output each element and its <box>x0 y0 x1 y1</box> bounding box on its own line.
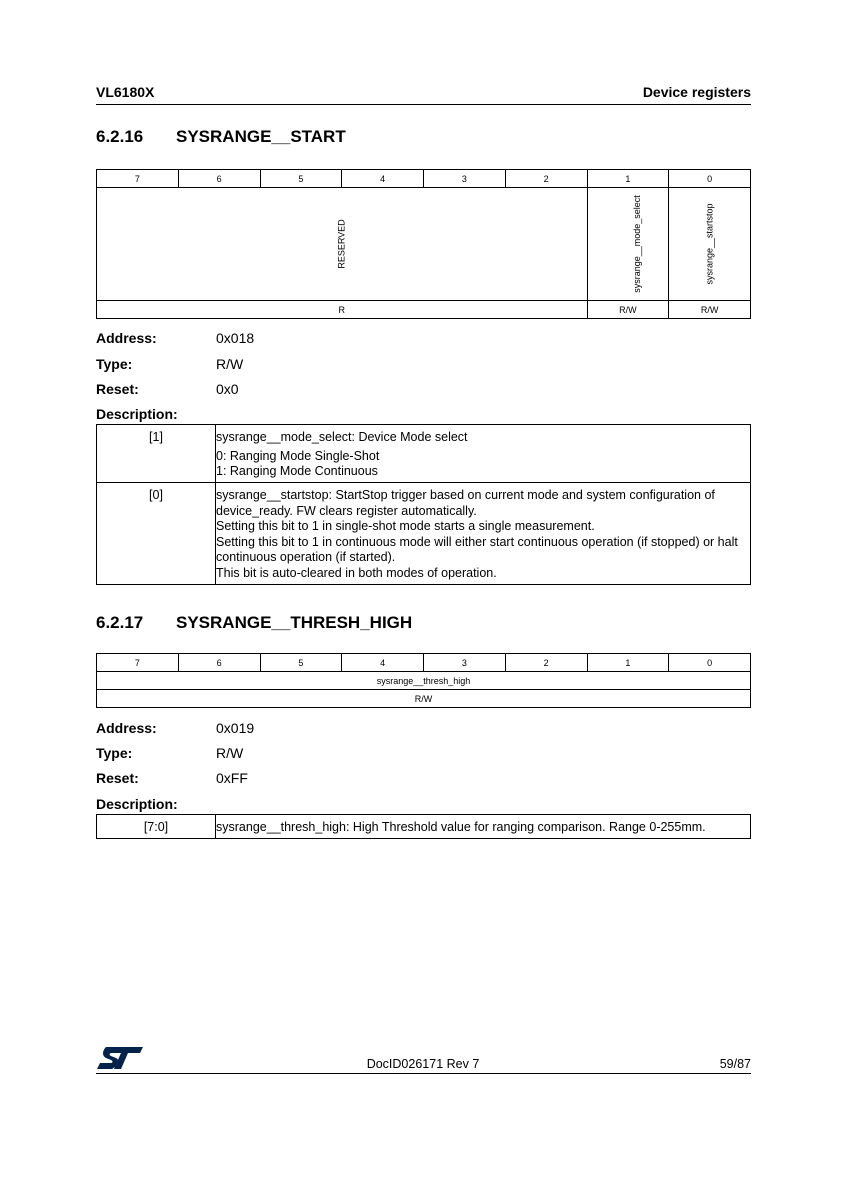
bit-number: 3 <box>424 170 506 188</box>
description-text <box>216 425 751 483</box>
bit-number: 1 <box>587 170 669 188</box>
description-table <box>96 814 751 839</box>
field-name-row <box>97 672 751 690</box>
bit-number: 4 <box>342 654 424 672</box>
description-label: Description: <box>96 796 178 812</box>
bit-number: 7 <box>97 170 179 188</box>
address-value: 0x018 <box>216 330 255 346</box>
description-row <box>97 425 751 483</box>
section-heading: SYSRANGE__START <box>176 127 346 146</box>
footer-doc-id: DocID026171 Rev 7 <box>366 1057 480 1071</box>
description-text: sysrange__thresh_high: High Threshold value for ranging comparison. Range 0-255mm. <box>216 815 751 839</box>
section-name: Device registers <box>642 84 751 100</box>
reset-value: 0xFF <box>216 770 248 786</box>
reserved-access: R <box>97 301 588 319</box>
description-row <box>97 483 751 585</box>
bit-number: 7 <box>97 654 179 672</box>
field-name-row <box>97 188 751 301</box>
register-bit-table <box>96 653 751 708</box>
bit-number-row <box>97 654 751 672</box>
reset-label: Reset: <box>96 770 139 786</box>
access-row <box>97 301 751 319</box>
footer-page-number: 59/87 <box>719 1057 751 1071</box>
description-line: sysrange__mode_select: Device Mode select <box>216 430 468 444</box>
section-title-sysrange-thresh-high <box>96 613 412 633</box>
section-title-sysrange-start <box>96 127 346 147</box>
description-text <box>216 483 751 585</box>
description-bit: [7:0] <box>97 815 216 839</box>
section-number: 6.2.16 <box>96 127 144 146</box>
thresh-high-access: R/W <box>97 690 751 708</box>
address-label: Address: <box>96 330 157 346</box>
bit-number: 2 <box>505 170 587 188</box>
section-number: 6.2.17 <box>96 613 144 632</box>
description-line: 1: Ranging Mode Continuous <box>216 464 378 478</box>
description-table <box>96 424 751 585</box>
bit-number: 6 <box>178 170 260 188</box>
bit-number: 3 <box>424 654 506 672</box>
description-line: continuous operation (if started). <box>216 550 396 564</box>
type-value: R/W <box>216 356 244 372</box>
reserved-label: RESERVED <box>336 219 347 269</box>
product-name: VL6180X <box>96 84 155 100</box>
description-bit: [0] <box>97 483 216 585</box>
reserved-field <box>97 188 588 301</box>
bit-number: 5 <box>260 654 342 672</box>
mode-select-field <box>587 188 669 301</box>
mode-select-access: R/W <box>587 301 669 319</box>
description-line: Setting this bit to 1 in continuous mode will either start continuous operation (if stopped) or halt <box>216 534 738 549</box>
description-line: device_ready. FW clears register automatically. <box>216 503 477 518</box>
bit-number: 1 <box>587 654 669 672</box>
address-label: Address: <box>96 720 157 736</box>
type-label: Type: <box>96 745 133 761</box>
bit-number: 5 <box>260 170 342 188</box>
bit-number: 4 <box>342 170 424 188</box>
type-value: R/W <box>216 745 244 761</box>
startstop-access: R/W <box>669 301 751 319</box>
page-header <box>96 84 751 105</box>
footer-rule <box>96 1073 751 1074</box>
thresh-high-field: sysrange__thresh_high <box>97 672 751 690</box>
startstop-field <box>669 188 751 301</box>
description-line: Setting this bit to 1 in single-shot mode starts a single measurement. <box>216 519 595 533</box>
mode-select-label: sysrange__mode_select <box>631 195 642 293</box>
address-value: 0x019 <box>216 720 255 736</box>
description-line: sysrange__startstop: StartStop trigger based on current mode and system configuration of <box>216 488 715 502</box>
type-label: Type: <box>96 356 133 372</box>
bit-number: 0 <box>669 654 751 672</box>
description-bit: [1] <box>97 425 216 483</box>
description-label: Description: <box>96 406 178 422</box>
register-bit-table <box>96 169 751 319</box>
description-line: This bit is auto-cleared in both modes of operation. <box>216 565 497 580</box>
bit-number: 0 <box>669 170 751 188</box>
access-row <box>97 690 751 708</box>
section-heading: SYSRANGE__THRESH_HIGH <box>176 613 413 632</box>
bit-number: 6 <box>178 654 260 672</box>
startstop-label: sysrange__startstop <box>704 203 715 285</box>
reset-label: Reset: <box>96 381 139 397</box>
description-row <box>97 815 751 839</box>
bit-number: 2 <box>505 654 587 672</box>
description-line: 0: Ranging Mode Single-Shot <box>216 448 380 463</box>
bit-number-row <box>97 170 751 188</box>
reset-value: 0x0 <box>216 381 239 397</box>
